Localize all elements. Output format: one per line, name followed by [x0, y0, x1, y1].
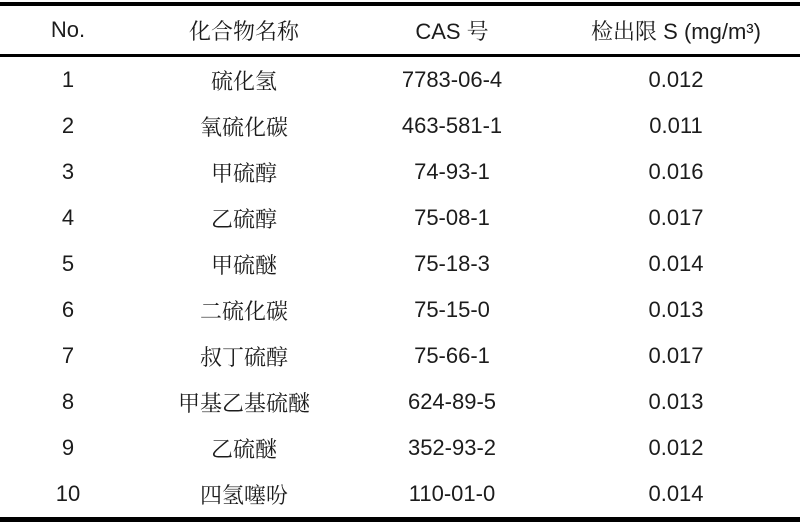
cell-no: 8 — [61, 389, 75, 414]
cell-detection-limit: 0.014 — [648, 481, 704, 506]
header-row — [0, 4, 800, 56]
cell-detection-limit: 0.012 — [648, 67, 704, 92]
column-header-detection-limit: 检出限 S (mg/m³) — [591, 18, 761, 44]
cell-compound-name: 四氢噻吩 — [199, 482, 288, 508]
cell-detection-limit: 0.011 — [649, 113, 703, 138]
table-row — [0, 379, 800, 425]
cell-compound-name: 甲基乙基硫醚 — [177, 390, 310, 416]
table-row — [0, 103, 800, 149]
detection-limits-table — [0, 2, 800, 522]
cell-no: 9 — [61, 435, 75, 460]
cell-compound-name: 乙硫醇 — [210, 206, 277, 232]
table-body — [0, 56, 800, 520]
column-header-no: No. — [50, 17, 86, 42]
cell-compound-name: 甲硫醇 — [210, 160, 277, 186]
column-header-compound-name: 化合物名称 — [188, 18, 299, 44]
table-row — [0, 149, 800, 195]
cell-detection-limit: 0.017 — [648, 205, 704, 230]
cell-compound-name: 乙硫醚 — [210, 436, 277, 462]
cell-no: 7 — [61, 343, 75, 368]
table-header — [0, 4, 800, 56]
cell-detection-limit: 0.017 — [648, 343, 704, 368]
table-row — [0, 333, 800, 379]
cell-cas-number: 75-08-1 — [414, 205, 490, 230]
table-row — [0, 425, 800, 471]
cell-cas-number: 7783-06-4 — [401, 67, 503, 92]
cell-detection-limit: 0.014 — [648, 251, 704, 276]
cell-cas-number: 75-18-3 — [414, 251, 490, 276]
cell-cas-number: 463-581-1 — [401, 113, 503, 138]
cell-compound-name: 叔丁硫醇 — [199, 344, 288, 370]
cell-detection-limit: 0.016 — [648, 159, 704, 184]
cell-detection-limit: 0.013 — [648, 297, 704, 322]
cell-no: 1 — [61, 67, 75, 92]
cell-no: 5 — [61, 251, 75, 276]
cell-detection-limit: 0.013 — [648, 389, 704, 414]
cell-no: 6 — [61, 297, 75, 322]
cell-no: 4 — [61, 205, 75, 230]
table-row — [0, 287, 800, 333]
cell-detection-limit: 0.012 — [648, 435, 704, 460]
cell-compound-name: 二硫化碳 — [199, 298, 288, 324]
cell-cas-number: 75-15-0 — [414, 297, 490, 322]
cell-cas-number: 75-66-1 — [414, 343, 490, 368]
table-row — [0, 471, 800, 520]
cell-cas-number: 352-93-2 — [407, 435, 497, 460]
table-row — [0, 56, 800, 104]
cell-cas-number: 624-89-5 — [407, 389, 497, 414]
cell-compound-name: 氧硫化碳 — [199, 114, 288, 140]
cell-no: 3 — [61, 159, 75, 184]
cell-no: 2 — [61, 113, 75, 138]
table-row — [0, 241, 800, 287]
cell-cas-number: 74-93-1 — [414, 159, 490, 184]
cell-no: 10 — [55, 481, 81, 506]
table-row — [0, 195, 800, 241]
cell-compound-name: 硫化氢 — [210, 68, 277, 94]
cell-cas-number: 110-01-0 — [408, 481, 496, 506]
cell-compound-name: 甲硫醚 — [210, 252, 277, 278]
column-header-cas-number: CAS 号 — [415, 18, 489, 44]
